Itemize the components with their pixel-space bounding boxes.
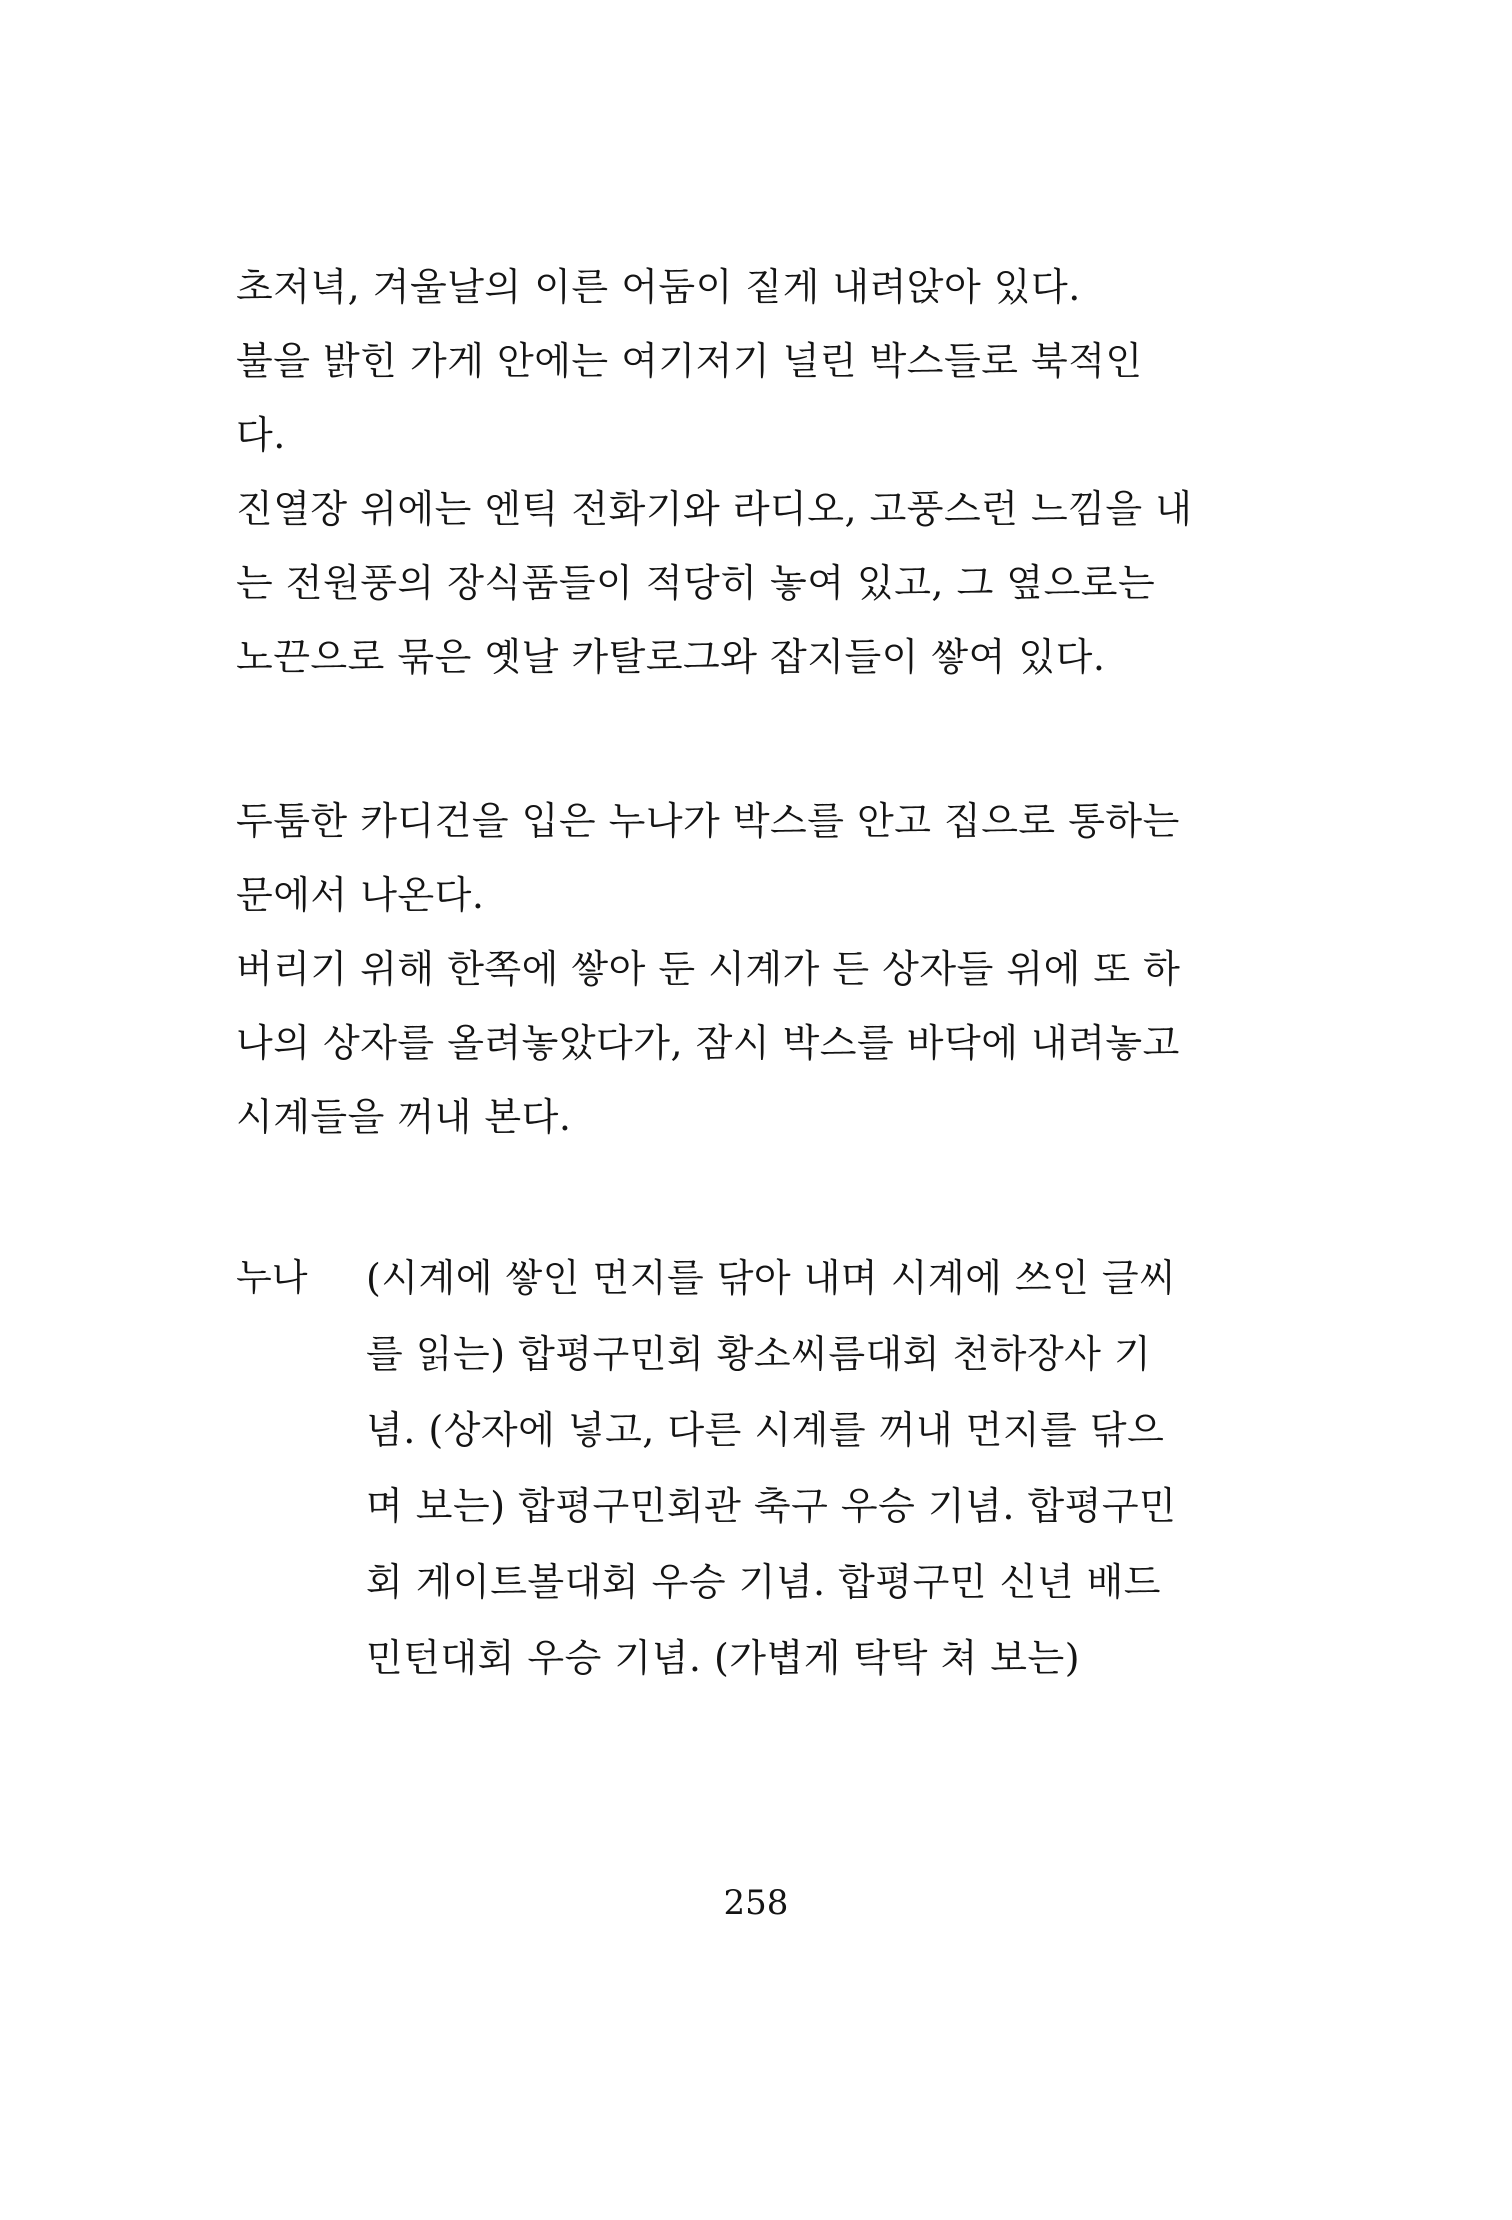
text-line: 진열장 위에는 엔틱 전화기와 라디오, 고풍스런 느낌을 내 (236, 487, 1193, 531)
text-line: 초저녁, 겨울날의 이른 어둠이 짙게 내려앉아 있다. (236, 265, 1081, 309)
page-number: 258 (723, 1883, 789, 1923)
dialogue-line: 념. (상자에 넣고, 다른 시계를 꺼내 먼지를 닦으 (366, 1408, 1165, 1452)
dialogue-line: 민턴대회 우승 기념. (가볍게 탁탁 쳐 보는) (366, 1636, 1081, 1680)
paragraph-gap (236, 694, 1236, 784)
dialogue-line: (시계에 쌓인 먼지를 닦아 내며 시계에 쓰인 글씨 (366, 1256, 1177, 1300)
text-line: 나의 상자를 올려놓았다가, 잠시 박스를 바닥에 내려놓고 (236, 1021, 1180, 1065)
text-line: 는 전원풍의 장식품들이 적당히 놓여 있고, 그 옆으로는 (236, 561, 1156, 605)
text-line: 시계들을 꺼내 본다. (236, 1095, 572, 1139)
paragraph-2 (236, 784, 1236, 1154)
dialogue-text (366, 1240, 1246, 1696)
text-line: 불을 밝힌 가게 안에는 여기저기 널린 박스들로 북적인 (236, 339, 1143, 383)
stage-directions (236, 250, 1236, 1154)
paragraph-1 (236, 250, 1236, 694)
text-line: 다. (236, 413, 286, 457)
dialogue-line: 회 게이트볼대회 우승 기념. 합평구민 신년 배드 (366, 1560, 1162, 1604)
text-line: 문에서 나온다. (236, 873, 485, 917)
text-line: 노끈으로 묶은 옛날 카탈로그와 잡지들이 쌓여 있다. (236, 635, 1106, 679)
speaker-name: 누나 (236, 1256, 308, 1299)
text-line: 두툼한 카디건을 입은 누나가 박스를 안고 집으로 통하는 (236, 799, 1180, 843)
text-line: 버리기 위해 한쪽에 쌓아 둔 시계가 든 상자들 위에 또 하 (236, 947, 1181, 991)
dialogue-line: 며 보는) 합평구민회관 축구 우승 기념. 합평구민 (366, 1484, 1177, 1528)
dialogue-line: 를 읽는) 합평구민회 황소씨름대회 천하장사 기 (366, 1332, 1152, 1376)
